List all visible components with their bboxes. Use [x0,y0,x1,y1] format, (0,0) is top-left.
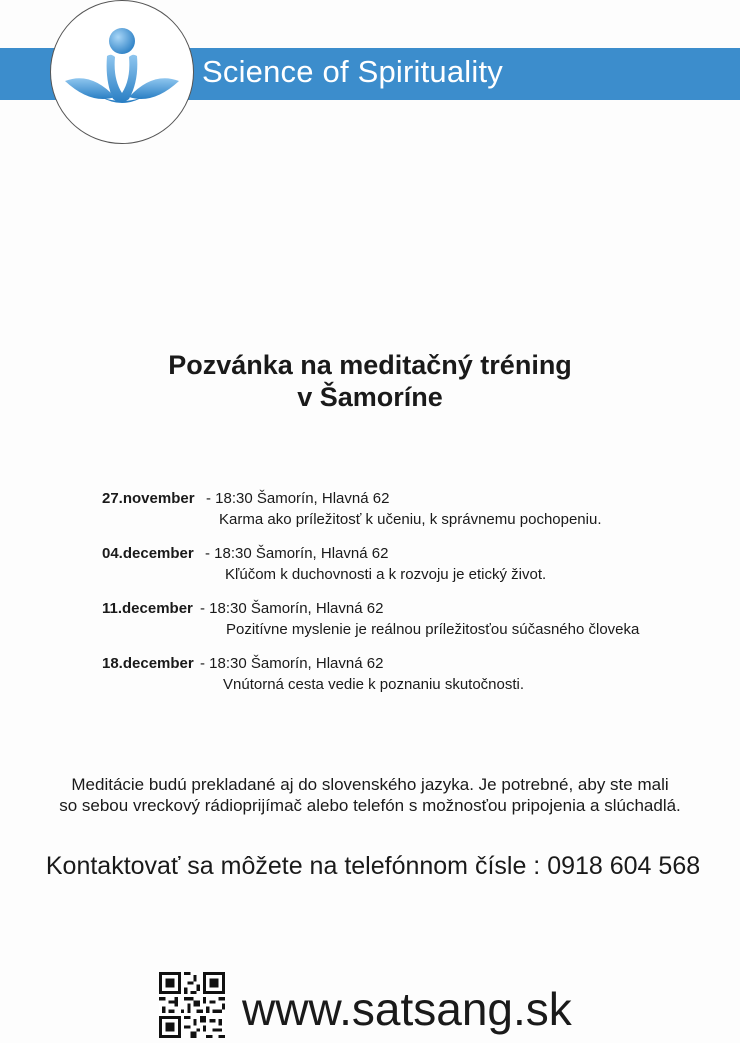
event-topic: Pozitívne myslenie je reálnou príležitosťou súčasného človeka [226,621,640,638]
event-date: 18.december [102,655,194,672]
website-link[interactable]: www.satsang.sk [242,983,572,1035]
event-date: 04.december [102,545,194,562]
qr-code-icon [159,972,225,1038]
event-time-place: - 18:30 Šamorín, Hlavná 62 [200,655,384,672]
event-topic: Kľúčom k duchovnosti a k rozvoju je etický život. [225,566,547,583]
event-date: 27.november [102,490,195,507]
contact-phone: Kontaktovať sa môžete na telefónnom čísle : 0918 604 568 [45,852,701,880]
event-time-place: - 18:30 Šamorín, Hlavná 62 [205,545,389,562]
event-time-place: - 18:30 Šamorín, Hlavná 62 [200,600,384,617]
event-date: 11.december [102,600,193,617]
meditating-figure-icon [50,0,194,144]
event-topic: Karma ako príležitosť k učeniu, k správnemu pochopeniu. [219,511,602,528]
page-title: Pozvánka na meditačný tréning [168,350,572,380]
page-subtitle: v Šamoríne [297,382,443,412]
event-time-place: - 18:30 Šamorín, Hlavná 62 [206,490,390,507]
event-topic: Vnútorná cesta vedie k poznaniu skutočnosti. [223,676,525,693]
translation-note-line2: so sebou vreckový rádioprijímač alebo telefón s možnosťou pripojenia a slúchadlá. [59,796,681,815]
organization-name: Science of Spirituality [202,54,503,89]
translation-note-line1: Meditácie budú prekladané aj do slovenského jazyka. Je potrebné, aby ste mali [71,775,669,794]
